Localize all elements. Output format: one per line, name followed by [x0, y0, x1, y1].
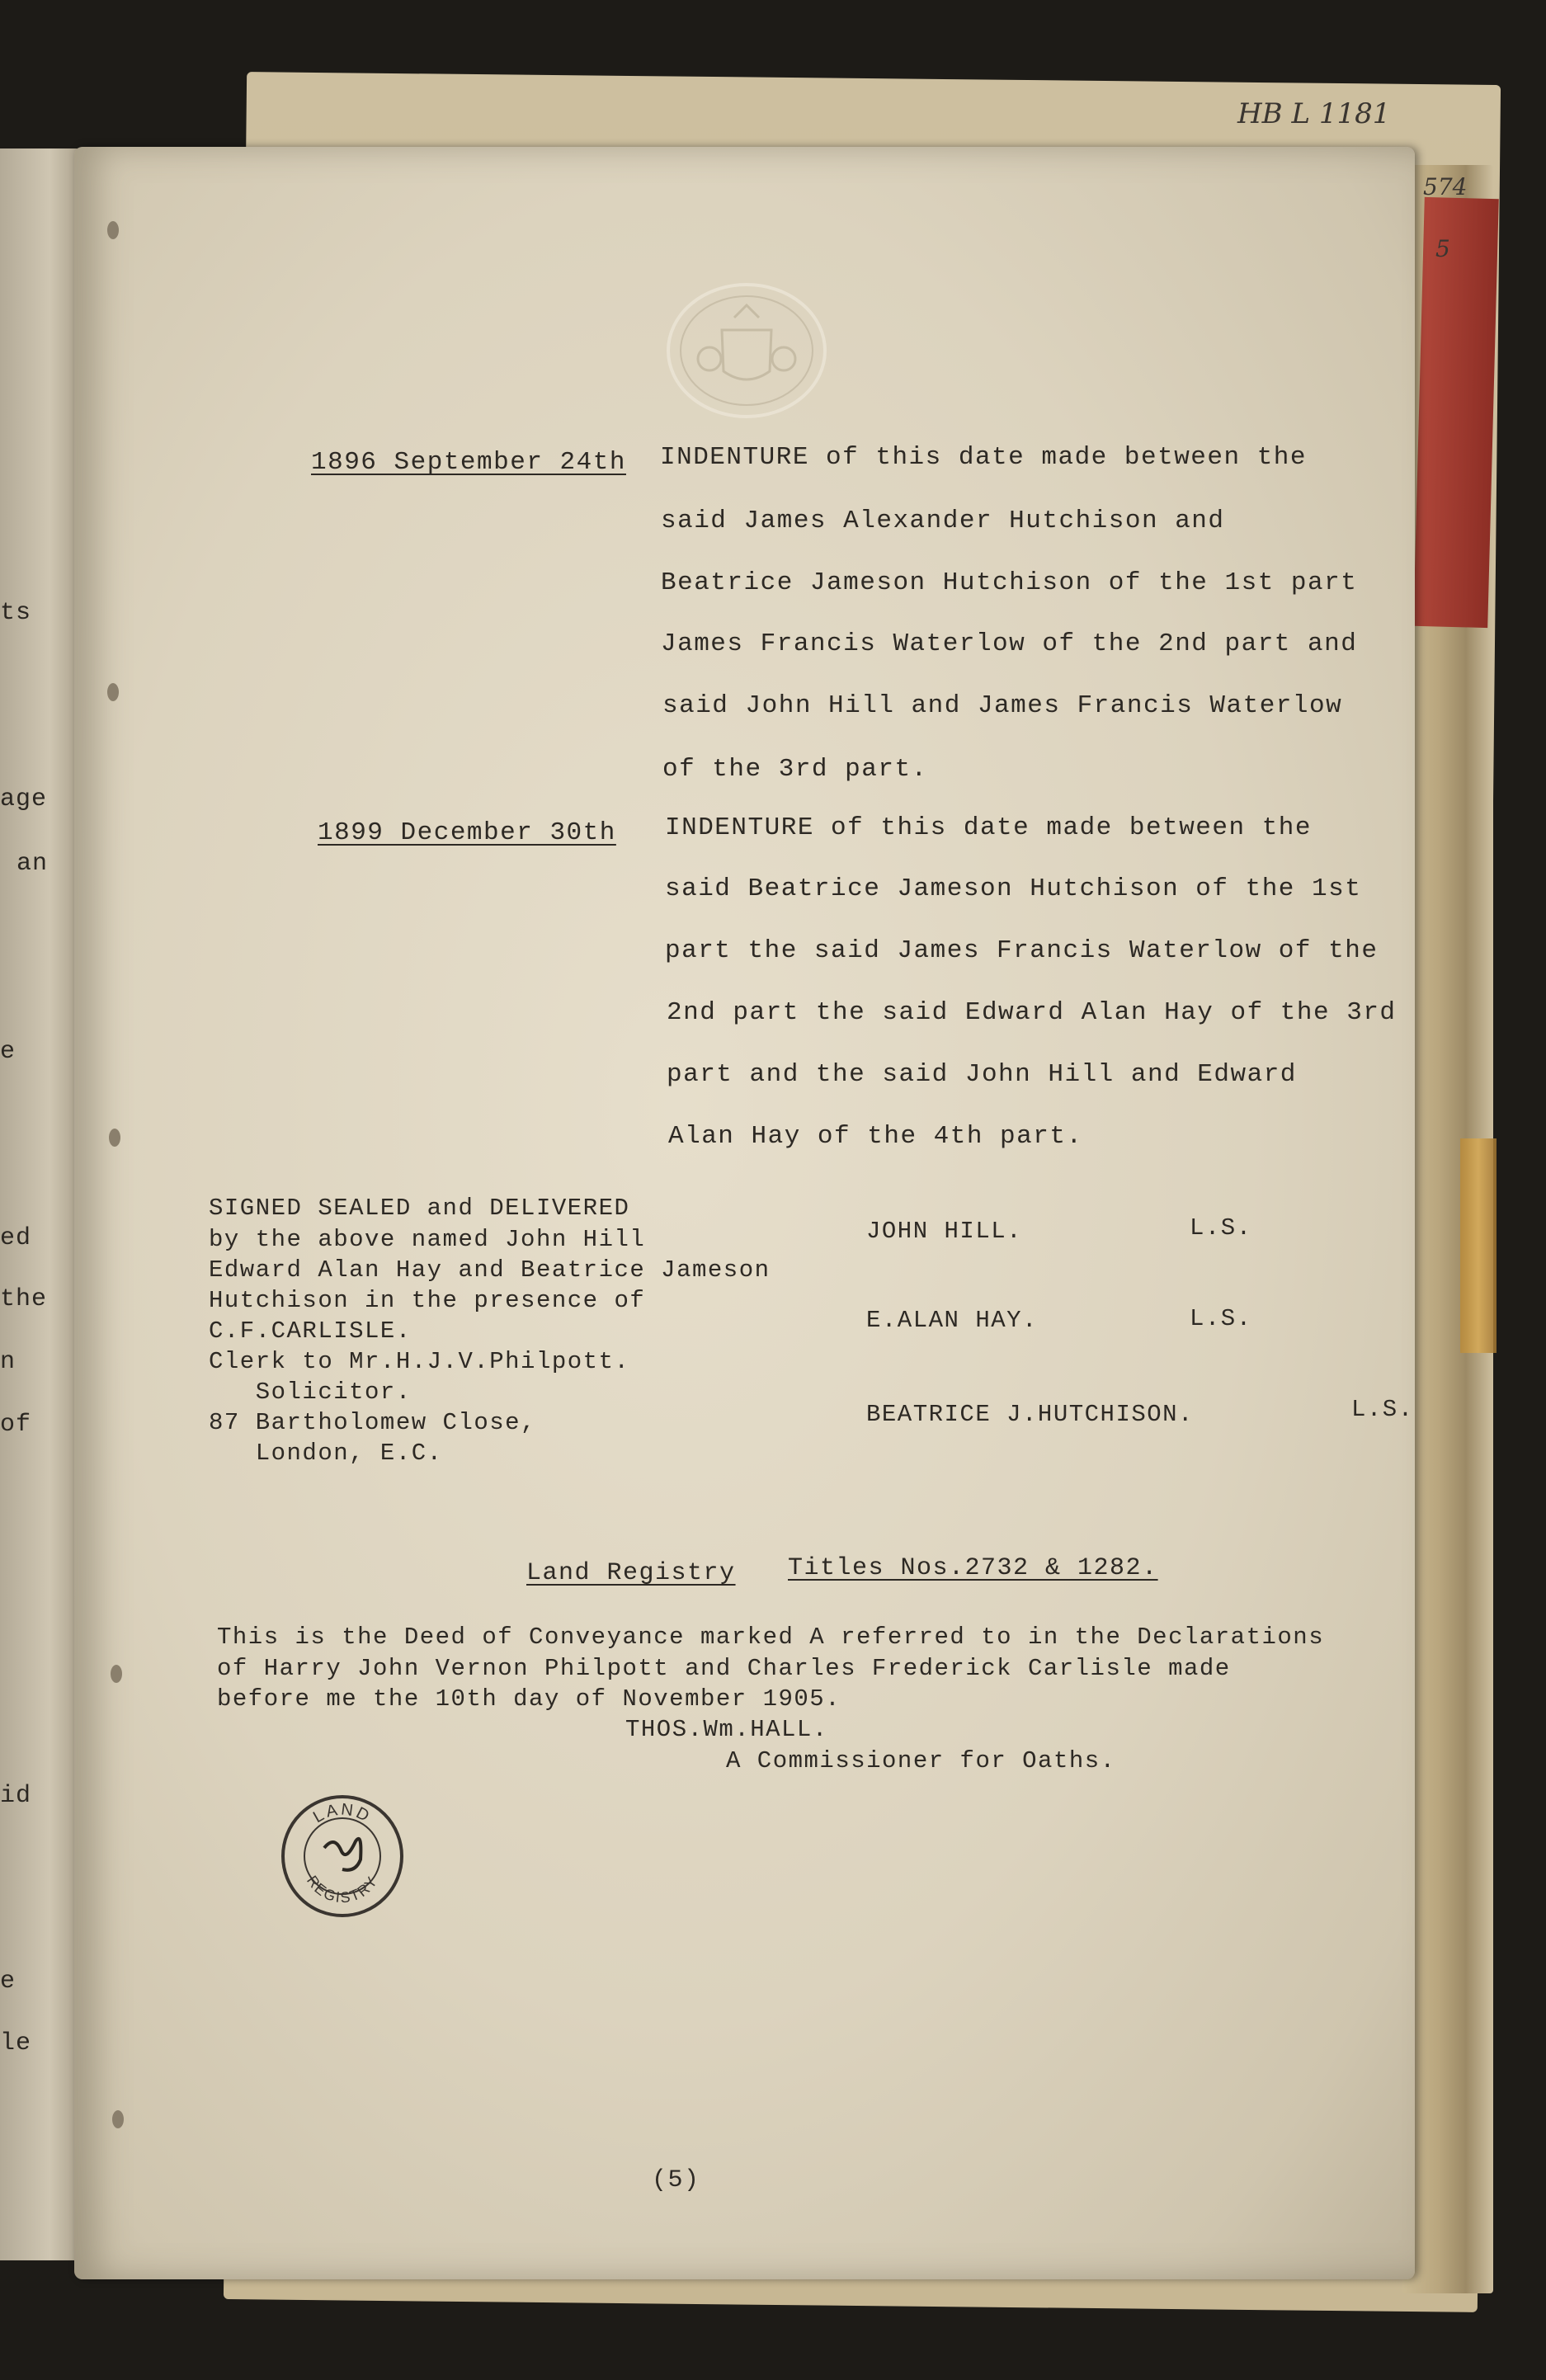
entry-line: INDENTURE of this date made between the: [660, 443, 1308, 472]
commissioner-name: THOS.Wm.HALL.: [625, 1716, 828, 1743]
entry-date: 1896 September 24th: [311, 448, 626, 477]
commissioner-title: A Commissioner for Oaths.: [726, 1747, 1116, 1774]
entry-line: part the said James Francis Waterlow of the: [665, 936, 1379, 965]
entry-line: Beatrice Jameson Hutchison of the 1st part: [661, 568, 1358, 597]
signatory-seal: L.S.: [1190, 1305, 1252, 1332]
witness-line: London, E.C.: [209, 1440, 443, 1467]
witness-line: Solicitor.: [209, 1379, 412, 1406]
signatory-seal: L.S.: [1190, 1214, 1252, 1242]
entry-line: Alan Hay of the 4th part.: [668, 1122, 1083, 1151]
svg-text:REGISTRY: [304, 1873, 381, 1906]
registry-titles: Titles Nos.2732 & 1282.: [788, 1554, 1158, 1582]
entry-line: James Francis Waterlow of the 2nd part and: [661, 629, 1358, 658]
witness-line: C.F.CARLISLE.: [209, 1317, 412, 1345]
fragment: e: [0, 1968, 16, 1996]
binding-hole: [112, 2110, 124, 2128]
pencil-number: 574: [1423, 173, 1468, 200]
page-number: (5): [652, 2166, 700, 2194]
declaration-line: of Harry John Vernon Philpott and Charles Frederick Carlisle made: [217, 1655, 1231, 1682]
fragment: age: [0, 785, 48, 813]
declaration-line: This is the Deed of Conveyance marked A referred to in the Declarations: [217, 1624, 1325, 1651]
fragment: e: [0, 1038, 16, 1066]
witness-line: Edward Alan Hay and Beatrice Jameson: [209, 1256, 771, 1284]
entry-line: 2nd part the said Edward Alan Hay of the 3rd: [667, 998, 1397, 1027]
entry-date: 1899 December 30th: [318, 818, 616, 847]
pencil-reference: HB L 1181: [1237, 97, 1391, 130]
pencil-number: 5: [1435, 235, 1450, 262]
tape-strip: [1460, 1138, 1497, 1353]
entry-line: said Beatrice Jameson Hutchison of the 1st: [665, 874, 1362, 903]
signatory-name: E.ALAN HAY.: [866, 1307, 1038, 1334]
fragment: id: [0, 1782, 32, 1810]
entry-line: part and the said John Hill and Edward: [667, 1060, 1297, 1089]
stamp-top-text: LAND: [309, 1800, 375, 1827]
witness-line: Hutchison in the presence of: [209, 1287, 646, 1314]
signatory-seal: L.S.: [1351, 1396, 1414, 1423]
stamp-bottom-text: REGISTRY: [303, 1872, 382, 1906]
signatory-name: JOHN HILL.: [866, 1218, 1023, 1245]
binding-hole: [109, 1129, 120, 1147]
left-facing-page: [0, 148, 82, 2260]
binding-hole: [111, 1665, 122, 1683]
witness-line: 87 Bartholomew Close,: [209, 1409, 536, 1436]
embossed-seal-icon: [664, 280, 829, 421]
land-registry-stamp-icon: [276, 1790, 408, 1922]
entry-line: said James Alexander Hutchison and: [661, 507, 1225, 535]
fragment: ts: [0, 599, 32, 627]
fragment: of: [0, 1411, 32, 1439]
entry-line: INDENTURE of this date made between the: [665, 813, 1313, 842]
fragment: ed: [0, 1224, 32, 1252]
fragment: le: [0, 2029, 32, 2057]
fragment: n: [0, 1348, 16, 1376]
svg-text:LAND: [310, 1800, 375, 1826]
fragment: an: [16, 850, 49, 878]
witness-line: by the above named John Hill: [209, 1226, 646, 1253]
binding-hole: [107, 683, 119, 701]
witness-line: SIGNED SEALED and DELIVERED: [209, 1195, 630, 1222]
fragment: the: [0, 1285, 48, 1313]
witness-line: Clerk to Mr.H.J.V.Philpott.: [209, 1348, 630, 1375]
red-tab: [1413, 197, 1499, 628]
signatory-name: BEATRICE J.HUTCHISON.: [866, 1401, 1194, 1428]
entry-line: of the 3rd part.: [662, 755, 928, 784]
declaration-line: before me the 10th day of November 1905.: [217, 1685, 841, 1713]
registry-label: Land Registry: [526, 1559, 736, 1587]
entry-line: said John Hill and James Francis Waterlow: [662, 691, 1343, 720]
binding-hole: [107, 221, 119, 239]
